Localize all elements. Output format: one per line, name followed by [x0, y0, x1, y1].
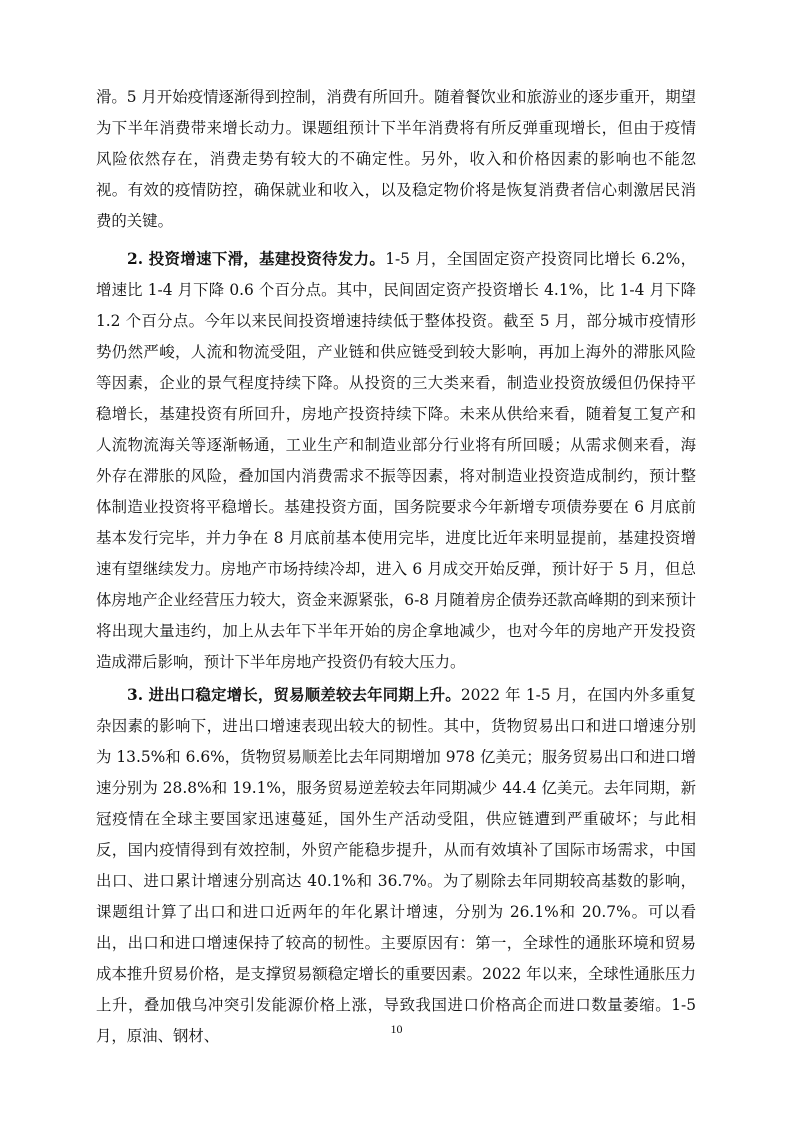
paragraph-investment: [96, 244, 696, 678]
paragraph-text: 滑。5 月开始疫情逐渐得到控制，消费有所回升。随着餐饮业和旅游业的逐步重开，期望为下半年消费带来增长动力。课题组预计下半年消费将有所反弹重现增长，但由于疫情风险依然存在，消费走势有较大的不确定性。另外，收入和价格因素的影响也不能忽视。有效的疫情防控，确保就业和收入，以及稳定物价将是恢复消费者信心刺激居民消费的关键。: [96, 88, 696, 230]
paragraph-text: 2022 年 1-5 月，在国内外多重复杂因素的影响下，进出口增速表现出较大的韧性。其中，货物贸易出口和进口增速分别为 13.5%和 6.6%，货物贸易顺差比去年同期增加 978 亿美元；服务贸易出口和进口增速分别为 28.8%和 19.1%，服务贸易逆差较去年同期减少 44.4 亿美元。去年同期，新冠疫情在全球主要国家迅速蔓延，国外生产活动受阻，供应链遭到严重破坏；与此相反，国内疫情得到有效控制，外贸产能稳步提升，从而有效填补了国际市场需求，中国出口、进口累计增速分别高达 40.1%和 36.7%。为了剔除去年同期较高基数的影响，课题组计算了出口和进口近两年的年化累计增速，分别为 26.1%和 20.7%。可以看出，出口和进口增速保持了较高的韧性。主要原因有：第一，全球性的通胀环境和贸易成本推升贸易价格，是支撑贸易额稳定增长的重要因素。2022 年以来，全球性通胀压力上升，叠加俄乌冲突引发能源价格上涨，导致我国进口价格高企而进口数量萎缩。1-5 月，原油、钢材、: [96, 686, 696, 1045]
paragraph-trade: [96, 680, 696, 1052]
paragraph-heading: 3. 进出口稳定增长，贸易顺差较去年同期上升。: [127, 686, 461, 704]
paragraph-text: 1-5 月，全国固定资产投资同比增长 6.2%，增速比 1-4 月下降 0.6 个百分点。其中，民间固定资产投资增长 4.1%，比 1-4 月下降 1.2 个百分点。今年以来民间投资增速持续低于整体投资。截至 5 月，部分城市疫情形势仍然严峻，人流和物流受阻，产业链和供应链受到较大影响，再加上海外的滞胀风险等因素，企业的景气程度持续下降。从投资的三大类来看，制造业投资放缓但仍保持平稳增长，基建投资有所回升，房地产投资持续下降。未来从供给来看，随着复工复产和人流物流海关等逐渐畅通，工业生产和制造业部分行业将有所回暖；从需求侧来看，海外存在滞胀的风险，叠加国内消费需求不振等因素，将对制造业投资造成制约，预计整体制造业投资将平稳增长。基建投资方面，国务院要求今年新增专项债券要在 6 月底前基本发行完毕，并力争在 8 月底前基本使用完毕，进度比近年来明显提前，基建投资增速有望继续发力。房地产市场持续冷却，进入 6 月成交开始反弹，预计好于 5 月，但总体房地产企业经营压力较大，资金来源紧张，6-8 月随着房企债券还款高峰期的到来预计将出现大量违约，加上从去年下半年开始的房企拿地减少，也对今年的房地产开发投资造成滞后影响，预计下半年房地产投资仍有较大压力。: [96, 250, 696, 671]
page-number: 10: [390, 1022, 403, 1036]
paragraph-heading: 2. 投资增速下滑，基建投资待发力。: [127, 250, 386, 268]
paragraph-consumption-continued: [96, 82, 696, 237]
